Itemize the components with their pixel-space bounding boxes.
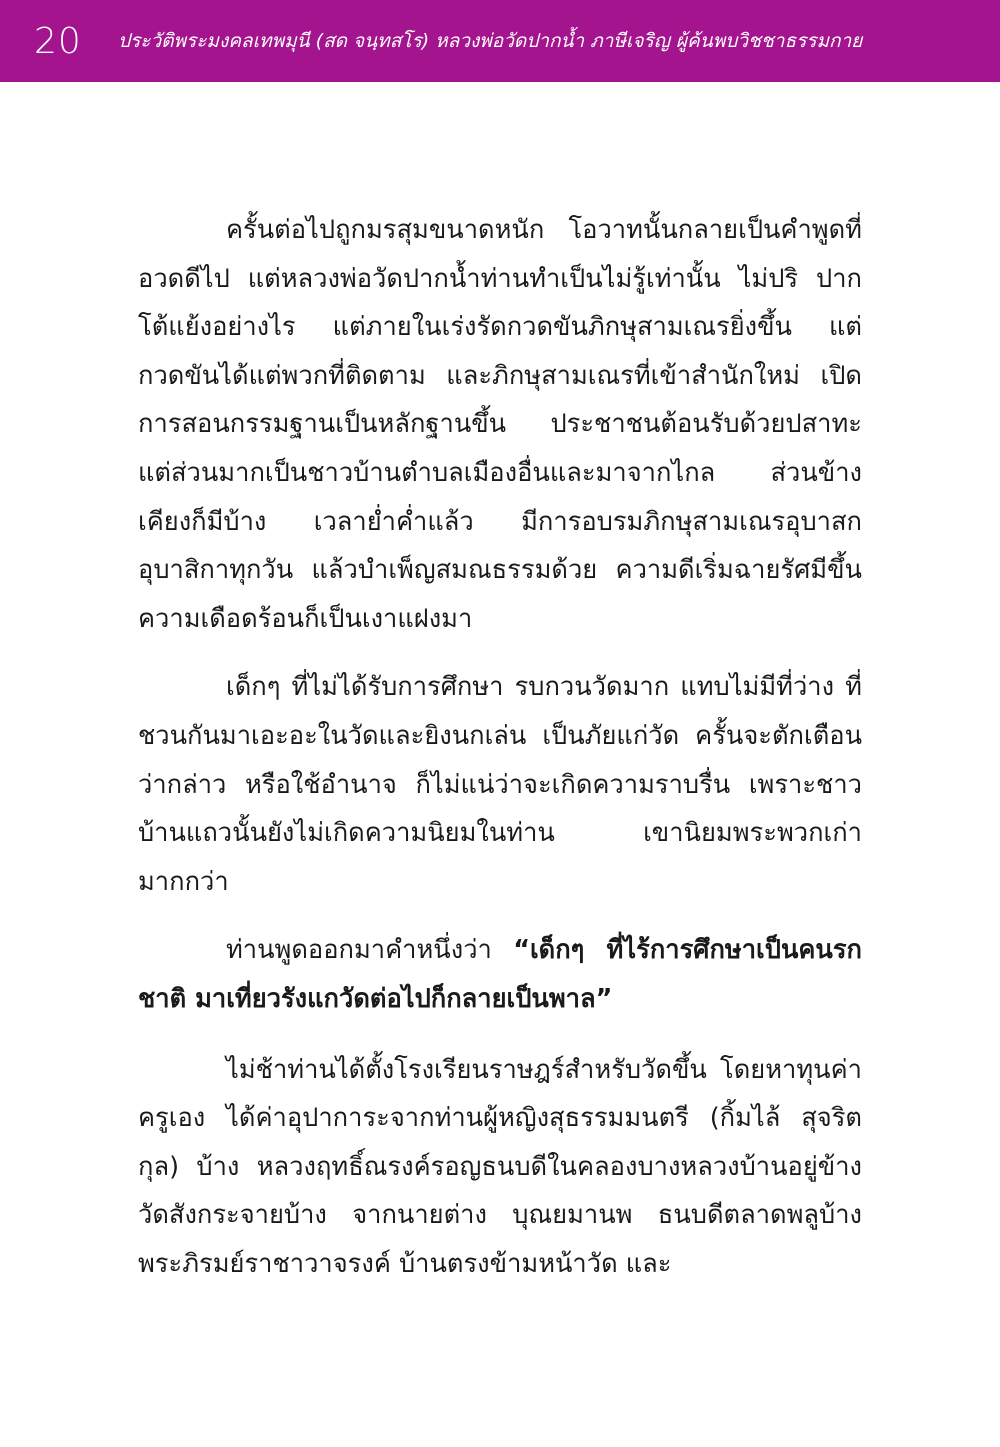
paragraph-1: ครั้นต่อไปถูกมรสุมขนาดหนัก โอวาทนั้นกลายเป็นคำพูดที่อวดดีไป แต่หลวงพ่อวัดปากน้ำท่านทำเป็นไม่รู้เท่านั้น ไม่ปริ ปากโต้แย้งอย่างไร แต่ภายในเร่งรัดกวดขันภิกษุสามเณรยิ่งขึ้น แต่กวดขันได้แต่พวกที่ติดตาม และภิกษุสามเณรที่เข้าสำนักใหม่ เปิดการสอนกรรมฐานเป็นหลักฐานขึ้น ประชาชนต้อนรับด้วยปสาทะ แต่ส่วนมากเป็นชาวบ้านตำบลเมืองอื่นและมาจากไกล ส่วนข้างเคียงก็มีบ้าง เวลาย่ำค่ำแล้ว มีการอบรมภิกษุสามเณรอุบาสก อุบาสิกาทุกวัน แล้วบำเพ็ญสมณธรรมด้วย ความดีเริ่มฉายรัศมีขึ้น ความเดือดร้อนก็เป็นเงาแฝงมา	[138, 215, 862, 634]
paragraph-4: ไม่ช้าท่านได้ตั้งโรงเรียนราษฎร์สำหรับวัดขึ้น โดยหาทุนค่าครูเอง ได้ค่าอุปาการะจากท่านผู้หญิงสุธรรมมนตรี (กิ้มไล้ สุจริตกุล) บ้าง หลวงฤทธิ์ณรงค์รอญธนบดีในคลองบางหลวงบ้านอยู่ข้างวัดสังกระจายบ้าง จากนายต่าง บุณยมานพ ธนบดีตลาดพลูบ้าง พระภิรมย์ราชาวาจรงค์ บ้านตรงข้ามหน้าวัด และ	[138, 1054, 862, 1279]
header-band	[0, 0, 1000, 82]
page-number: 20	[34, 20, 82, 62]
running-title: ประวัติพระมงคลเทพมุนี (สด จนฺทสโร) หลวงพ่อวัดปากน้ำ ภาษีเจริญ ผู้ค้นพบวิชชาธรรมกาย	[118, 30, 863, 52]
body-text	[138, 206, 862, 1288]
quoted-saying: “เด็กๆ ที่ไร้การศึกษาเป็นคนรกชาติ มาเที่ยวรังแกวัดต่อไปก็กลายเป็นพาล”	[138, 935, 862, 1014]
paragraph-2: เด็กๆ ที่ไม่ได้รับการศึกษา รบกวนวัดมาก แทบไม่มีที่ว่าง ที่ชวนกันมาเอะอะในวัดและยิงนกเล่น เป็นภัยแก่วัด ครั้นจะตักเตือนว่ากล่าว หรือใช้อำนาจ ก็ไม่แน่ว่าจะเกิดความราบรื่น เพราะชาวบ้านแถวนั้นยังไม่เกิดความนิยมในท่าน เขานิยมพระพวกเก่ามากกว่า	[138, 672, 862, 897]
paragraph-3	[138, 926, 862, 1023]
paragraph-3-lead: ท่านพูดออกมาคำหนึ่งว่า	[226, 935, 514, 966]
